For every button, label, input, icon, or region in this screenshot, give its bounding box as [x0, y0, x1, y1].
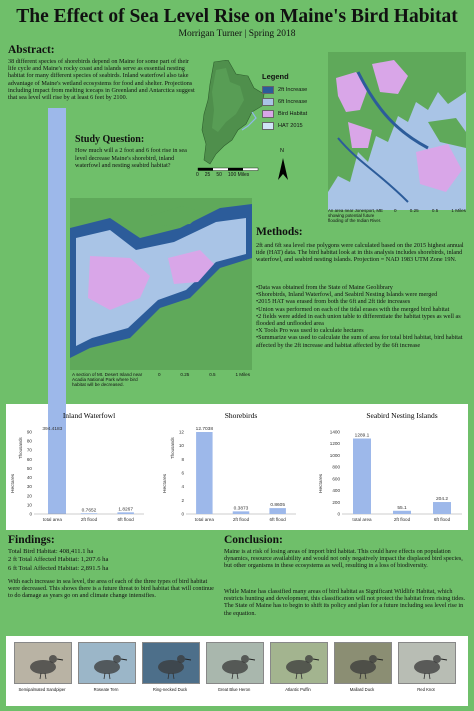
y-tick-label: 200 — [332, 499, 340, 505]
chart-seabird-nesting — [316, 406, 466, 528]
y-tick-label: 70 — [26, 447, 32, 453]
bird-photo-item — [270, 642, 328, 692]
bird-photo-item — [334, 642, 392, 692]
maine-scale-tick: 0 — [196, 172, 199, 178]
chart-title: Seabird Nesting Islands — [366, 411, 438, 420]
y-tick-label: 80 — [26, 438, 32, 444]
mt-desert-inset-map — [70, 198, 252, 370]
bird-caption: Red Knot — [417, 687, 435, 692]
y-tick-label: 600 — [332, 476, 340, 482]
bird-photo-item — [14, 642, 72, 692]
legend-swatch — [262, 110, 274, 118]
jonesport-scale-tick: 0.5 — [431, 208, 439, 213]
methods-bullet: •2 fields were added in each union table to differentiate the habitat types as well as flooded and unflooded area — [256, 312, 461, 328]
y-tick-label: 10 — [26, 502, 32, 508]
y-tick-label: 1400 — [329, 429, 340, 435]
desert-scale-tick: 1 Miles — [235, 372, 250, 377]
methods-bullet: •Union was performed on each of the tidal erases with the merged bird habitat — [256, 305, 450, 313]
poster-subtitle: Morrigan Turner | Spring 2018 — [178, 29, 296, 39]
y-tick-label: 1000 — [329, 452, 340, 458]
bar-value-label: 55.1 — [397, 505, 407, 511]
conclusion-body-1: Maine is at risk of losing areas of import bird habitat. This could have effects on population dynamics, resource availability and would not only negatively impact the displaced bird species, but other organisms in these ecosystems as well, resulting in a loss of biodiversity. — [224, 548, 463, 570]
mt-desert-caption: A section of Mt. Desert Island near Acadia National Park where bird habitat will be decreased. — [72, 372, 143, 388]
x-tick-label: 6ft flood — [269, 517, 286, 522]
chart-shorebirds — [160, 406, 300, 528]
x-tick-label: total area — [194, 517, 214, 522]
legend-swatch — [262, 86, 274, 94]
chart-title: Inland Waterfowl — [62, 411, 116, 420]
chart-inland-waterfowl — [8, 406, 148, 528]
y-tick-label: 400 — [332, 488, 340, 494]
legend-item — [262, 110, 326, 118]
legend-label: 6ft Increase — [278, 99, 308, 105]
legend-item — [262, 122, 326, 130]
y-tick-label: 1200 — [329, 441, 340, 447]
legend-item — [262, 98, 326, 106]
legend-label: Bird Habitat — [278, 111, 308, 117]
maine-map — [196, 60, 266, 180]
bar-value-label: 1.8267 — [118, 507, 134, 513]
y-tick-label: 50 — [26, 465, 32, 471]
north-arrow-icon — [276, 154, 290, 182]
bird-photo-item — [206, 642, 264, 692]
maine-scale-tick: 25 — [204, 172, 211, 178]
chart-bar — [433, 502, 451, 514]
y-tick-label: 0 — [337, 511, 340, 517]
x-tick-label: 2ft flood — [80, 517, 98, 522]
x-tick-label: 2ft flood — [393, 517, 411, 522]
findings-heading: Findings: — [8, 534, 55, 546]
conclusion-body-2: While Maine has classified many areas of bird habitat as Significant Wildlife Habitat, which restricts hunting and development, this classification will not protect the habitat from rising tides. The State of Maine has to begin to shift its policy and plan for a future including sea level rise in the equation. — [224, 588, 466, 617]
x-tick-label: 2ft flood — [232, 517, 250, 522]
bird-caption: Great Blue Heron — [217, 687, 251, 692]
legend-label: HAT 2015 — [278, 123, 303, 129]
y-axis-label: Hectares — [163, 473, 168, 493]
redknot-photo — [398, 642, 456, 684]
legend-label: 2ft Increase — [278, 87, 308, 93]
legend-item — [262, 86, 326, 94]
findings-body: With each increase in sea level, the area of each of the three types of bird habitat were decreased. This shows there is a future threat to bird habitat that will continue to do damage as years go on and climate change intensifies. — [8, 578, 214, 600]
puffin-photo — [270, 642, 328, 684]
findings-line: 2 ft Total Affected Habitat: 1,207.6 ha — [8, 556, 109, 564]
abstract-body: 38 different species of shorebirds depend on Maine for some part of their life cycle and Maine's rocky coast and islands serve as essential nesting habitat for many different species of seabirds. Inland waterfowl also take advantage of Maine's wetland ecosystems for food and shelter. Projections including impact from melting icecaps in Greenland and Antarctica suggest that sea level will rise by at least 6 feet by 2100. — [8, 58, 195, 102]
methods-bullet: •X Tools Pro was used to calculate hectares — [256, 327, 364, 335]
methods-bullet: •Data was obtained from the State of Maine Geolibrary — [256, 284, 393, 291]
y-tick-label: 8 — [181, 456, 184, 462]
heron-photo — [206, 642, 264, 684]
x-tick-label: total area — [352, 517, 372, 522]
legend-swatch — [262, 98, 274, 106]
methods-bullet: •Summarize was used to calculate the sum of area for total bird habitat, bird habitat affected by the 2ft increase and habitat affected by the 6ft increase — [256, 334, 463, 349]
x-tick-label: 6ft flood — [433, 517, 451, 522]
bird-caption: Ring-necked Duck — [152, 687, 188, 692]
sandpiper-photo — [14, 642, 72, 684]
methods-bullets — [256, 284, 466, 349]
bird-photo-item — [142, 642, 200, 692]
bird-caption: Mallard Duck — [349, 687, 375, 692]
desert-scale-tick: 0.25 — [180, 372, 190, 377]
mt-desert-scale — [158, 372, 250, 377]
duck-photo — [142, 642, 200, 684]
conclusion-heading: Conclusion: — [224, 534, 283, 546]
north-label: N — [280, 148, 284, 154]
chart-bar — [233, 511, 250, 514]
legend-title: Legend — [262, 72, 289, 81]
chart-bar — [353, 438, 371, 514]
y-tick-label: 20 — [26, 493, 32, 499]
bird-photo-item — [78, 642, 136, 692]
y-tick-label: 0 — [181, 511, 184, 517]
bar-value-label: 0.3873 — [233, 506, 249, 512]
findings-totals — [8, 548, 208, 573]
tern-photo — [78, 642, 136, 684]
methods-bullet: •Shorebirds, Inland Waterfowl, and Seabird Nesting Islands were merged — [256, 291, 438, 299]
y-unit-label: Thousands — [18, 437, 23, 459]
legend-swatch — [262, 122, 274, 130]
y-tick-label: 60 — [26, 456, 32, 462]
y-unit-label: Thousands — [170, 437, 175, 459]
y-tick-label: 800 — [332, 464, 340, 470]
chart-bar — [269, 508, 286, 514]
jonesport-scale-tick: 0.25 — [409, 208, 419, 213]
chart-title: Shorebirds — [224, 411, 258, 420]
jonesport-caption: An area near Jonesport, ME showing potential future flooding of the Indian River. — [328, 208, 383, 223]
poster-title: The Effect of Sea Level Rise on Maine's Bird Habitat — [16, 6, 458, 27]
y-tick-label: 30 — [26, 484, 32, 490]
bar-value-label: 1289.1 — [354, 433, 370, 439]
x-tick-label: 6ft flood — [117, 517, 134, 522]
y-axis-label: Hectares — [319, 473, 324, 493]
maine-scale-labels — [196, 172, 286, 178]
study-question-body: How much will a 2 foot and 6 foot rise in sea level decrease Maine's shorebird, inland waterfowl and nesting seabird habitat? — [75, 147, 187, 170]
bird-caption: Atlantic Puffin — [285, 687, 311, 692]
y-tick-label: 6 — [181, 470, 184, 476]
methods-heading: Methods: — [256, 226, 303, 238]
maine-scale-tick: 50 — [216, 172, 222, 178]
bar-value-label: 12.7038 — [195, 427, 214, 432]
methods-bullet: •2015 HAT was erased from both the 6ft and 2ft tide increases — [256, 298, 411, 306]
y-tick-label: 10 — [178, 443, 184, 449]
desert-scale-tick: 0.5 — [209, 372, 216, 377]
y-tick-label: 40 — [26, 475, 32, 481]
chart-bar — [196, 432, 213, 514]
y-tick-label: 2 — [181, 497, 184, 503]
y-tick-label: 4 — [181, 484, 184, 490]
mallard-photo — [334, 642, 392, 684]
bar-value-label: 0.7652 — [81, 508, 97, 514]
findings-line: Total Bird Habitat: 408,411.1 ha — [8, 548, 94, 555]
jonesport-scale-tick: 0 — [394, 208, 397, 213]
chart-bar — [393, 511, 411, 514]
study-question-heading: Study Question: — [75, 134, 145, 145]
y-tick-label: 0 — [29, 511, 32, 517]
y-axis-label: Hectares — [11, 473, 16, 493]
findings-line: 6 ft Total Affected Habitat: 2,891.5 ha — [8, 564, 109, 572]
bird-caption: Roseate Tern — [93, 687, 119, 692]
bird-photo-item — [398, 642, 456, 692]
bird-caption: Semipalmated Sandpiper — [18, 687, 66, 692]
chart-bar — [81, 513, 98, 514]
abstract-heading: Abstract: — [8, 44, 55, 56]
methods-intro: 2ft and 6ft sea level rise polygons were calculated based on the 2015 highest annual tide (HAT) data. The bird habitat look at in this analysis includes shorebirds, inland waterfowl, and seabird nesting islands. Projection = NAD 1983 UTM Zone 19N. — [256, 242, 464, 264]
bird-photos — [14, 642, 466, 702]
y-tick-label: 12 — [178, 429, 184, 435]
bar-value-label: 0.8605 — [270, 503, 286, 509]
jonesport-inset-map — [328, 52, 466, 210]
y-tick-label: 90 — [26, 429, 32, 435]
desert-scale-tick: 0 — [158, 372, 161, 377]
chart-bar — [117, 512, 133, 514]
bar-value-label: 204.2 — [435, 497, 449, 503]
maine-scale-tick: 100 Miles — [227, 172, 250, 178]
x-tick-label: total area — [42, 517, 62, 522]
bar-value-label: 394.4183 — [42, 427, 63, 432]
jonesport-scale-tick: 1 Miles — [451, 208, 466, 213]
legend — [262, 72, 326, 134]
jonesport-scale — [394, 208, 466, 213]
